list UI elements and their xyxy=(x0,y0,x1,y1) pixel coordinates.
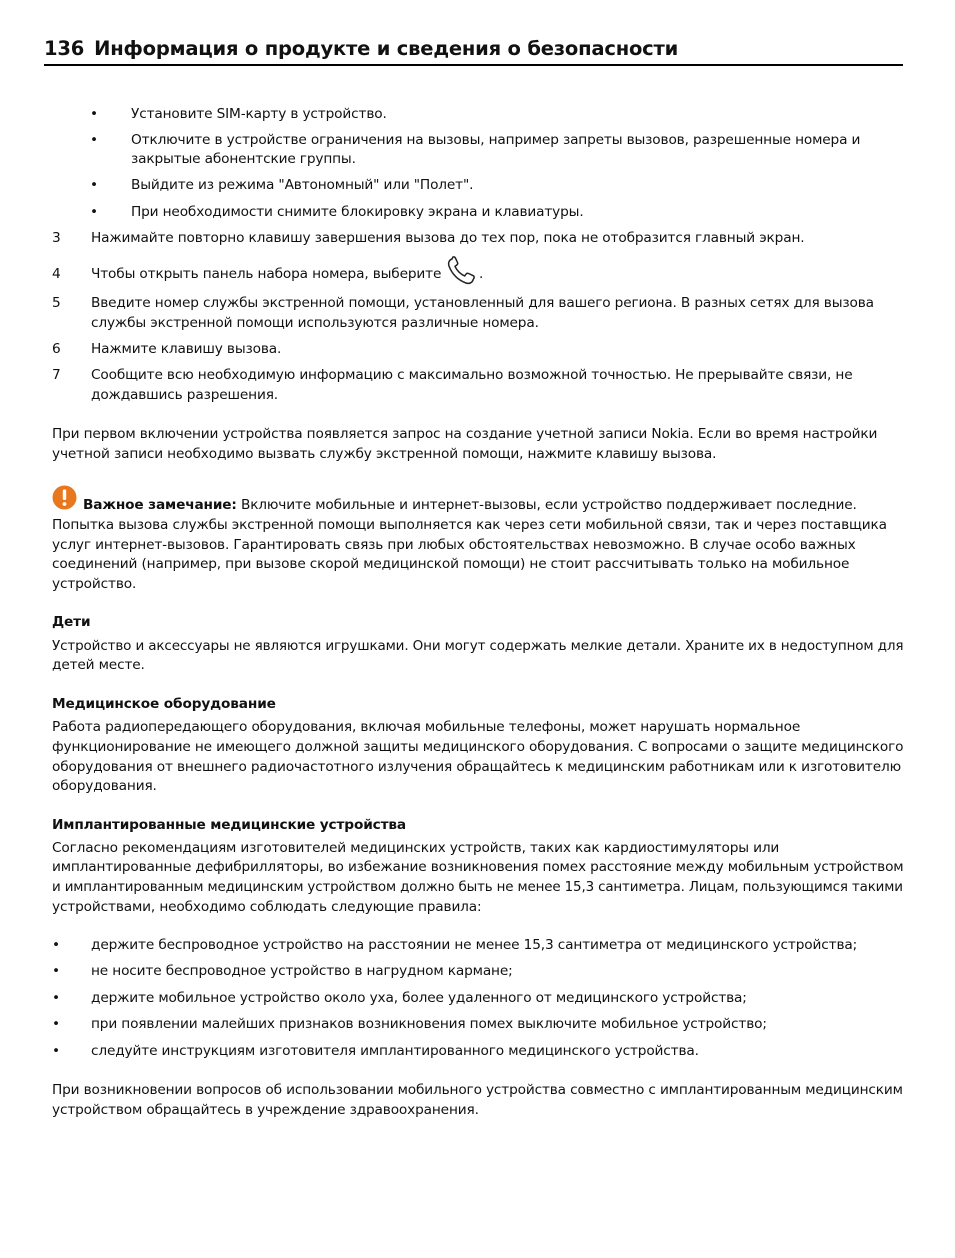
paragraph-line: оборудования от внешнего радиочастотного излучения обращайтесь к медицинским работникам или к изготовителю xyxy=(52,759,901,775)
bullet-marker: • xyxy=(52,963,61,979)
bullet-marker: • xyxy=(90,132,99,148)
step-number: 5 xyxy=(52,295,61,311)
rule-item: не носите беспроводное устройство в нагрудном кармане; xyxy=(91,963,513,979)
step-text: Чтобы открыть панель набора номера, выберите xyxy=(91,266,442,282)
important-note-line: услуг интернет-вызовов. Гарантировать связь при любых обстоятельствах невозможно. В случае особо важных xyxy=(52,537,856,553)
sub-bullet-text: При необходимости снимите блокировку экрана и клавиатуры. xyxy=(131,204,584,220)
sub-bullet-text: закрытые абонентские группы. xyxy=(131,151,356,167)
section-heading-children: Дети xyxy=(52,614,91,630)
page-header xyxy=(44,36,903,66)
paragraph-line: устройством обращайтесь в учреждение здравоохранения. xyxy=(52,1102,479,1118)
important-note-first-line xyxy=(83,495,857,515)
paragraph-line: При первом включении устройства появляется запрос на создание учетной записи Nokia. Если во время настройки xyxy=(52,426,878,442)
bullet-marker: • xyxy=(90,177,99,193)
step-number: 6 xyxy=(52,341,61,357)
paragraph-line: учетной записи необходимо вызвать службу экстренной помощи, нажмите клавишу вызова. xyxy=(52,446,717,462)
page-title: Информация о продукте и сведения о безопасности xyxy=(94,37,679,60)
step-text: Нажмите клавишу вызова. xyxy=(91,341,282,357)
paragraph-line: Устройство и аксессуары не являются игрушками. Они могут содержать мелкие детали. Храните их в недоступном для xyxy=(52,638,904,654)
rule-item: держите беспроводное устройство на расстоянии не менее 15,3 сантиметра от медицинского устройства; xyxy=(91,937,858,953)
bullet-marker: • xyxy=(90,106,99,122)
paragraph-line: оборудования. xyxy=(52,778,157,794)
warning-icon xyxy=(52,485,77,510)
section-heading-medical: Медицинское оборудование xyxy=(52,696,276,712)
bullet-marker: • xyxy=(52,1043,61,1059)
step-text: дождавшись разрешения. xyxy=(91,387,278,403)
bullet-marker: • xyxy=(52,1016,61,1032)
section-heading-implanted: Имплантированные медицинские устройства xyxy=(52,817,406,833)
paragraph-line: При возникновении вопросов об использовании мобильного устройства совместно с имплантированным медицинским xyxy=(52,1082,903,1098)
important-note-line: устройство. xyxy=(52,576,137,592)
step-number: 7 xyxy=(52,367,61,383)
important-note-line: соединений (например, при вызове скорой медицинской помощи) не стоит рассчитывать только на мобильное xyxy=(52,556,850,572)
important-note-label: Важное замечание: xyxy=(83,497,237,513)
paragraph-line: и имплантированным медицинским устройством должно быть не менее 15,3 сантиметра. Лицам, пользующимся такими xyxy=(52,879,903,895)
paragraph-line: Согласно рекомендациям изготовителей медицинских устройств, таких как кардиостимуляторы или xyxy=(52,840,780,856)
step-text: службы экстренной помощи используются различные номера. xyxy=(91,315,539,331)
sub-bullet-text: Выйдите из режима "Автономный" или "Полет". xyxy=(131,177,474,193)
bullet-marker: • xyxy=(52,937,61,953)
sub-bullet-text: Отключите в устройстве ограничения на вызовы, например запреты вызовов, разрешенные номера и xyxy=(131,132,861,148)
step-number: 4 xyxy=(52,266,61,282)
rule-item: держите мобильное устройство около уха, более удаленного от медицинского устройства; xyxy=(91,990,747,1006)
page-number: 136 xyxy=(44,37,85,60)
phone-icon xyxy=(445,256,477,286)
paragraph-line: устройствами, необходимо соблюдать следующие правила: xyxy=(52,899,482,915)
important-note-line: Попытка вызова службы экстренной помощи выполняется как через сети мобильной связи, так и через поставщика xyxy=(52,517,887,533)
paragraph-line: детей месте. xyxy=(52,657,145,673)
sub-bullet-text: Установите SIM-карту в устройство. xyxy=(131,106,387,122)
step-text: Нажимайте повторно клавишу завершения вызова до тех пор, пока не отобразится главный экран. xyxy=(91,230,805,246)
rule-item: следуйте инструкциям изготовителя имплантированного медицинского устройства. xyxy=(91,1043,699,1059)
bullet-marker: • xyxy=(90,204,99,220)
step-text: Сообщите всю необходимую информацию с максимально возможной точностью. Не прерывайте связи, не xyxy=(91,367,853,383)
paragraph-line: функционирование не имеющего должной защиты медицинского оборудования. С вопросами о защите медицинского xyxy=(52,739,904,755)
step-text-period: . xyxy=(479,266,484,282)
paragraph-line: имплантированные дефибрилляторы, во избежание возникновения помех расстояние между мобильным устройством xyxy=(52,859,904,875)
rule-item: при появлении малейших признаков возникновения помех выключите мобильное устройство; xyxy=(91,1016,767,1032)
step-text: Введите номер службы экстренной помощи, установленный для вашего региона. В разных сетях для вызова xyxy=(91,295,874,311)
bullet-marker: • xyxy=(52,990,61,1006)
paragraph-line: Работа радиопередающего оборудования, включая мобильные телефоны, может нарушать нормальное xyxy=(52,719,801,735)
important-note-text: Включите мобильные и интернет-вызовы, если устройство поддерживает последние. xyxy=(236,497,857,513)
step-number: 3 xyxy=(52,230,61,246)
